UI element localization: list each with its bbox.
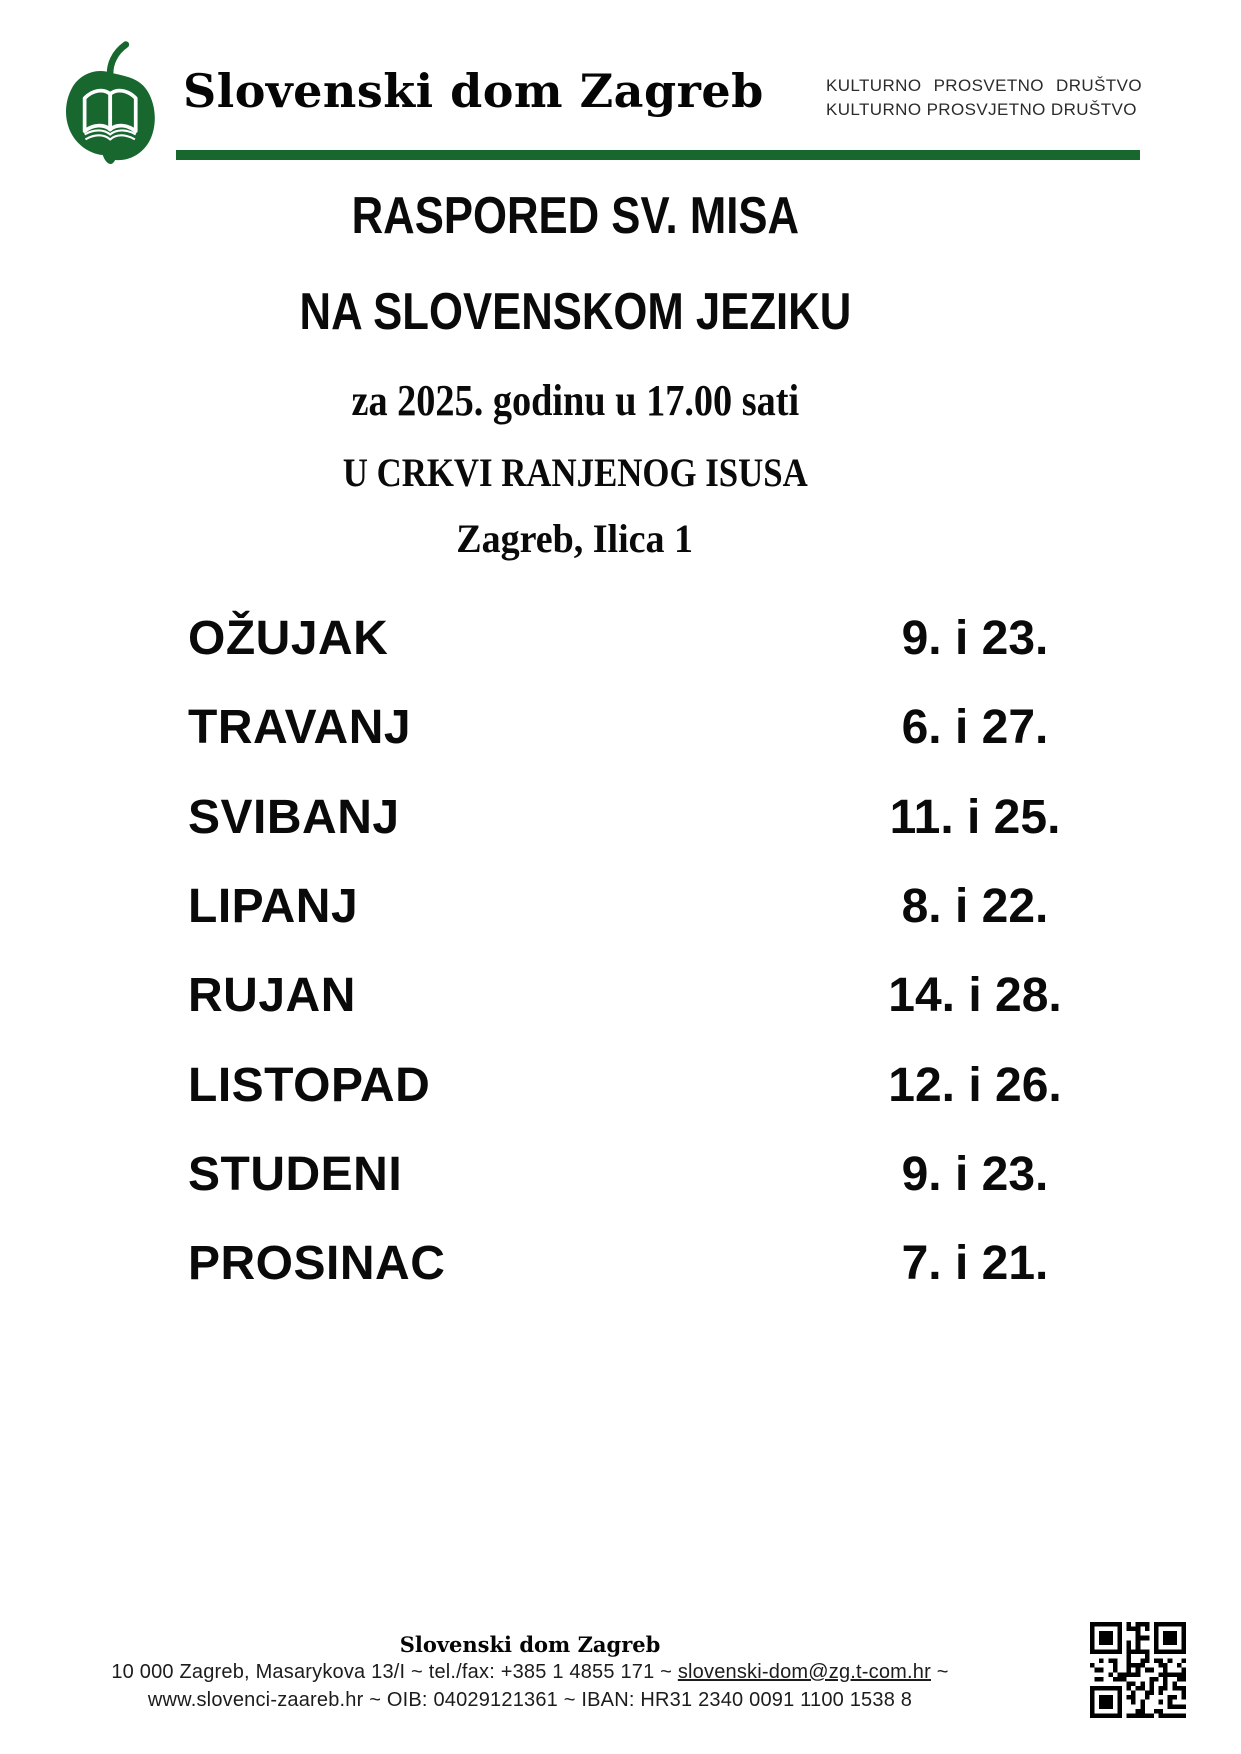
dates-value: 7. i 21.: [901, 1237, 1049, 1290]
schedule-row: [0, 970, 1150, 1030]
footer-address-prefix: 10 000 Zagreb, Masarykova 13/I ~ tel./fax: +385 1 4855 171 ~: [111, 1661, 678, 1683]
schedule-row: [0, 881, 1150, 941]
email-link[interactable]: slovenski-dom@zg.t-com.hr: [677, 1661, 931, 1683]
society-line-1: KULTURNO PROSVETNO DRUŠTVO: [826, 76, 1142, 95]
qr-code: [1090, 1622, 1186, 1718]
society-line-2: KULTURNO PROSVJETNO DRUŠTVO: [826, 100, 1137, 119]
dates-value: 8. i 22.: [901, 880, 1049, 933]
schedule-row: [0, 1238, 1150, 1298]
dates-value: 6. i 27.: [901, 701, 1049, 754]
dates-value: 9. i 23.: [901, 1148, 1049, 1201]
main-title-line-2: NA SLOVENSKOM JEZIKU: [299, 283, 851, 341]
dates-value: 14. i 28.: [888, 969, 1062, 1022]
qr-code-svg: [1090, 1622, 1186, 1718]
footer-address-line: [0, 1658, 1060, 1686]
society-names: [826, 74, 1144, 122]
month-label: LIPANJ: [188, 880, 359, 933]
schedule-row: [0, 1060, 1150, 1120]
month-label: LISTOPAD: [188, 1059, 431, 1112]
subtitle-year-time: za 2025. godinu u 17.00 sati: [351, 376, 799, 425]
footer-info-line: www.slovenci-zaareb.hr ~ OIB: 04029121361 ~ IBAN: HR31 2340 0091 1100 1538 8: [147, 1689, 913, 1711]
dates-value: 12. i 26.: [888, 1059, 1062, 1112]
leaf-book-logo-icon: [50, 38, 172, 174]
header-divider: [176, 150, 1140, 160]
schedule-row: [0, 702, 1150, 762]
main-title-line-1: RASPORED SV. MISA: [351, 187, 799, 245]
footer-address-suffix: ~: [930, 1661, 949, 1683]
dates-value: 9. i 23.: [901, 612, 1049, 665]
month-label: STUDENI: [188, 1148, 403, 1201]
dates-value: 11. i 25.: [889, 791, 1061, 844]
month-label: RUJAN: [188, 969, 356, 1022]
schedule-row: [0, 1149, 1150, 1209]
org-title: Slovenski dom Zagreb: [183, 64, 764, 118]
month-label: OŽUJAK: [188, 612, 389, 665]
month-label: PROSINAC: [188, 1237, 446, 1290]
schedule-row: [0, 792, 1150, 852]
subtitle-address: Zagreb, Ilica 1: [456, 516, 694, 561]
month-label: TRAVANJ: [188, 701, 412, 754]
slovenski-dom-logo: [50, 38, 172, 174]
footer: [0, 1632, 1060, 1714]
footer-org-name: Slovenski dom Zagreb: [399, 1632, 661, 1657]
schedule-row: [0, 613, 1150, 673]
subtitle-church: U CRKVI RANJENOG ISUSA: [342, 450, 808, 495]
month-label: SVIBANJ: [188, 791, 400, 844]
